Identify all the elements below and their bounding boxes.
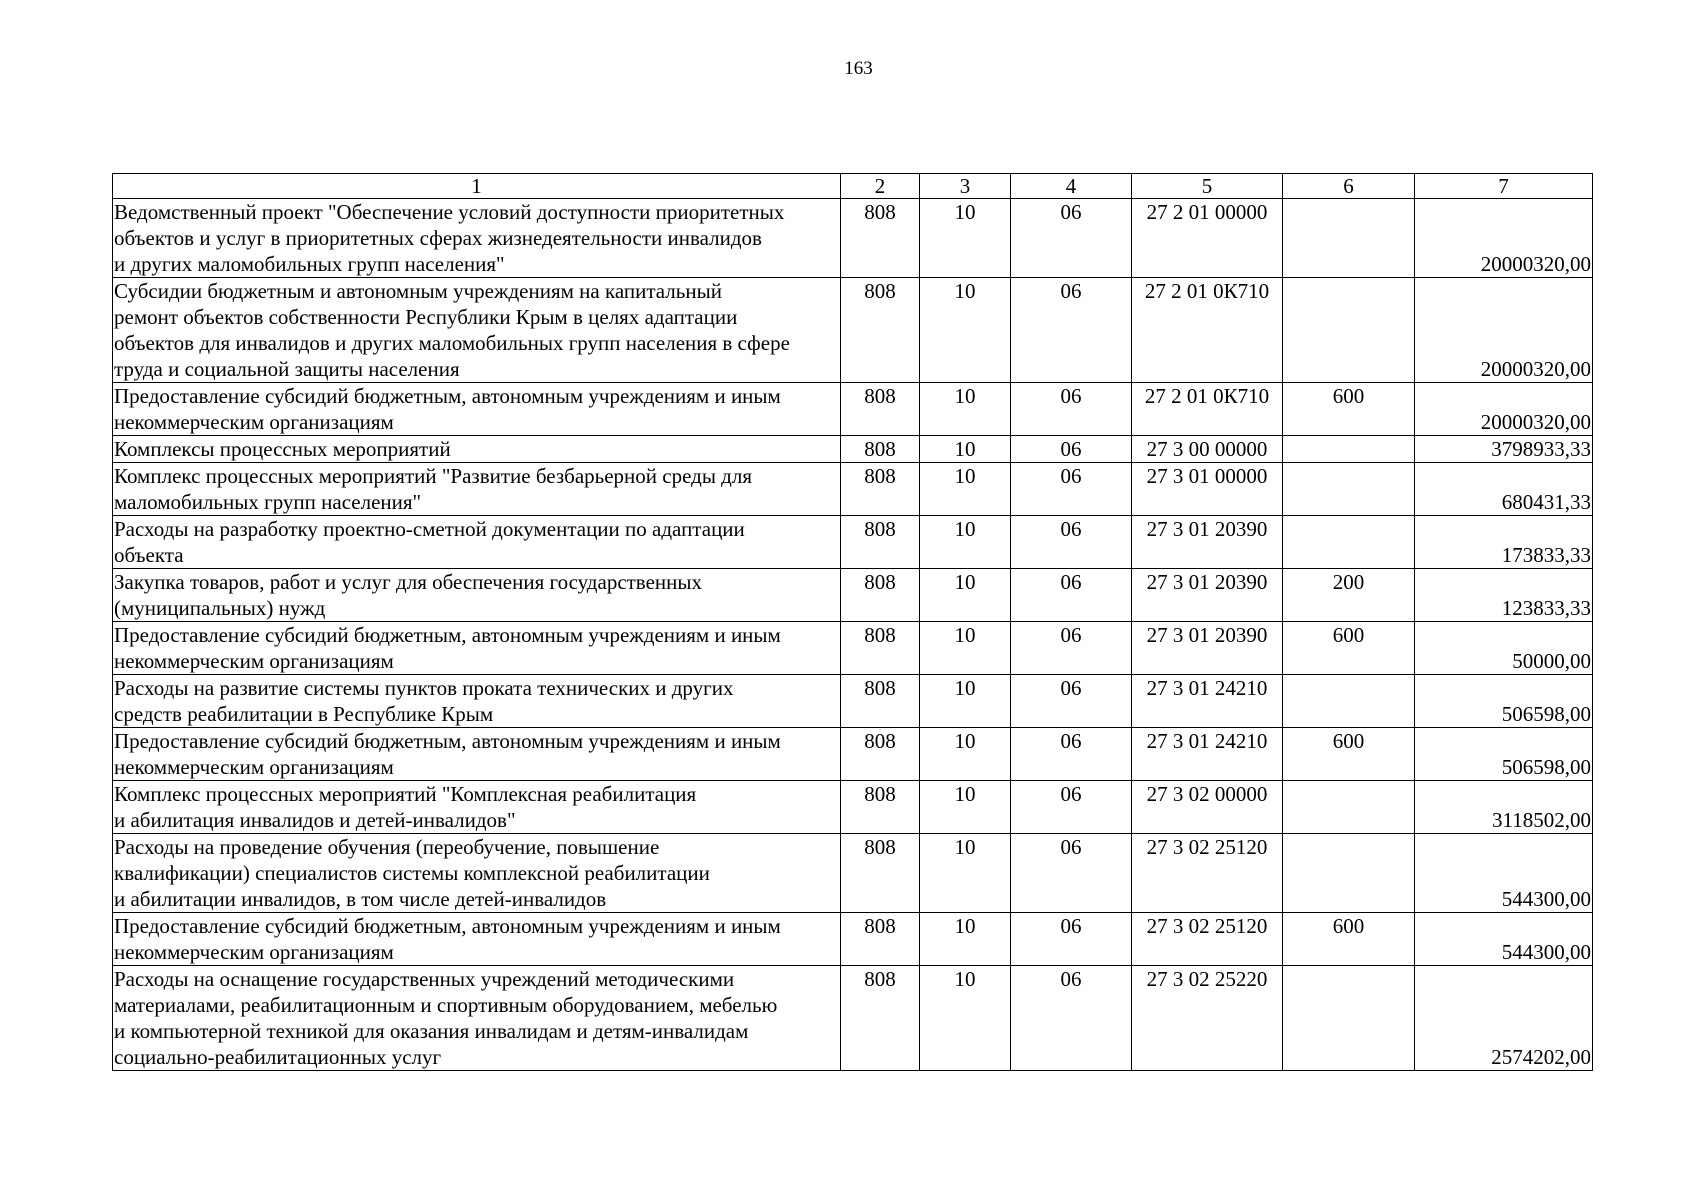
row-target-article-cell: 27 3 01 20390 [1132,516,1283,569]
header-cell-5: 5 [1132,174,1283,199]
row-amount-cell: 123833,33 [1415,569,1593,622]
row-ministry-code-cell: 808 [841,781,920,834]
table-row [113,913,1593,966]
row-target-article-cell: 27 3 02 25120 [1132,834,1283,913]
row-ministry-code-cell: 808 [841,383,920,436]
table-row [113,675,1593,728]
header-cell-2: 2 [841,174,920,199]
row-target-article-cell: 27 3 01 24210 [1132,728,1283,781]
row-section-cell: 10 [920,463,1011,516]
row-ministry-code-cell: 808 [841,834,920,913]
row-description-cell: Субсидии бюджетным и автономным учреждениям на капитальный ремонт объектов собственности Республики Крым в целях адаптации объектов для инвалидов и других маломобильных групп населения в сфере труда и социальной защиты населения [113,278,841,383]
table-row [113,781,1593,834]
row-expense-type-cell [1283,516,1415,569]
row-amount-cell: 173833,33 [1415,516,1593,569]
row-description-cell: Комплексы процессных мероприятий [113,436,841,463]
row-ministry-code-cell: 808 [841,569,920,622]
row-subsection-cell: 06 [1011,436,1132,463]
row-description-cell: Комплекс процессных мероприятий "Комплексная реабилитация и абилитация инвалидов и детей-инвалидов" [113,781,841,834]
table-row [113,463,1593,516]
row-expense-type-cell: 600 [1283,728,1415,781]
row-expense-type-cell: 600 [1283,383,1415,436]
row-ministry-code-cell: 808 [841,199,920,278]
row-section-cell: 10 [920,383,1011,436]
row-subsection-cell: 06 [1011,728,1132,781]
row-section-cell: 10 [920,622,1011,675]
row-section-cell: 10 [920,728,1011,781]
table-row [113,436,1593,463]
row-amount-cell: 544300,00 [1415,913,1593,966]
row-subsection-cell: 06 [1011,463,1132,516]
row-subsection-cell: 06 [1011,278,1132,383]
row-description-cell: Комплекс процессных мероприятий "Развитие безбарьерной среды для маломобильных групп населения" [113,463,841,516]
row-ministry-code-cell: 808 [841,516,920,569]
row-expense-type-cell [1283,781,1415,834]
row-target-article-cell: 27 3 01 20390 [1132,569,1283,622]
row-subsection-cell: 06 [1011,966,1132,1071]
row-section-cell: 10 [920,516,1011,569]
row-subsection-cell: 06 [1011,913,1132,966]
table-body [113,174,1593,1071]
row-target-article-cell: 27 3 01 00000 [1132,463,1283,516]
row-subsection-cell: 06 [1011,622,1132,675]
table-row [113,383,1593,436]
row-section-cell: 10 [920,569,1011,622]
table-row [113,278,1593,383]
row-expense-type-cell [1283,463,1415,516]
row-amount-cell: 3118502,00 [1415,781,1593,834]
row-description-cell: Предоставление субсидий бюджетным, автономным учреждениям и иным некоммерческим организациям [113,913,841,966]
row-ministry-code-cell: 808 [841,463,920,516]
row-target-article-cell: 27 3 02 00000 [1132,781,1283,834]
row-description-cell: Расходы на оснащение государственных учреждений методическими материалами, реабилитационным и спортивным оборудованием, мебелью и компьютерной техникой для оказания инвалидам и детям-инвалидам социально-реабилитационных услуг [113,966,841,1071]
row-subsection-cell: 06 [1011,834,1132,913]
row-section-cell: 10 [920,199,1011,278]
table-row [113,834,1593,913]
row-description-cell: Расходы на проведение обучения (переобучение, повышение квалификации) специалистов системы комплексной реабилитации и абилитации инвалидов, в том числе детей-инвалидов [113,834,841,913]
row-target-article-cell: 27 2 01 00000 [1132,199,1283,278]
row-amount-cell: 3798933,33 [1415,436,1593,463]
row-section-cell: 10 [920,278,1011,383]
row-expense-type-cell [1283,278,1415,383]
row-amount-cell: 2574202,00 [1415,966,1593,1071]
row-section-cell: 10 [920,834,1011,913]
row-expense-type-cell: 600 [1283,622,1415,675]
row-subsection-cell: 06 [1011,569,1132,622]
row-expense-type-cell: 600 [1283,913,1415,966]
row-target-article-cell: 27 2 01 0К710 [1132,383,1283,436]
row-amount-cell: 680431,33 [1415,463,1593,516]
row-description-cell: Закупка товаров, работ и услуг для обеспечения государственных (муниципальных) нужд [113,569,841,622]
row-expense-type-cell [1283,966,1415,1071]
table-row [113,516,1593,569]
row-ministry-code-cell: 808 [841,966,920,1071]
row-section-cell: 10 [920,781,1011,834]
row-description-cell: Расходы на разработку проектно-сметной документации по адаптации объекта [113,516,841,569]
page-number: 163 [844,58,873,79]
row-section-cell: 10 [920,913,1011,966]
row-subsection-cell: 06 [1011,781,1132,834]
table-row [113,622,1593,675]
budget-table [112,173,1593,1071]
row-target-article-cell: 27 3 02 25220 [1132,966,1283,1071]
row-description-cell: Предоставление субсидий бюджетным, автономным учреждениям и иным некоммерческим организациям [113,728,841,781]
row-section-cell: 10 [920,966,1011,1071]
row-ministry-code-cell: 808 [841,675,920,728]
table-row [113,199,1593,278]
row-expense-type-cell [1283,436,1415,463]
row-target-article-cell: 27 3 01 24210 [1132,675,1283,728]
row-ministry-code-cell: 808 [841,278,920,383]
header-cell-6: 6 [1283,174,1415,199]
row-section-cell: 10 [920,436,1011,463]
row-expense-type-cell: 200 [1283,569,1415,622]
row-expense-type-cell [1283,834,1415,913]
row-description-cell: Ведомственный проект "Обеспечение условий доступности приоритетных объектов и услуг в приоритетных сферах жизнедеятельности инвалидов и других маломобильных групп населения" [113,199,841,278]
row-target-article-cell: 27 3 02 25120 [1132,913,1283,966]
row-description-cell: Предоставление субсидий бюджетным, автономным учреждениям и иным некоммерческим организациям [113,383,841,436]
row-description-cell: Расходы на развитие системы пунктов проката технических и других средств реабилитации в Республике Крым [113,675,841,728]
header-cell-4: 4 [1011,174,1132,199]
row-amount-cell: 20000320,00 [1415,278,1593,383]
table-row [113,569,1593,622]
row-amount-cell: 50000,00 [1415,622,1593,675]
row-ministry-code-cell: 808 [841,622,920,675]
row-subsection-cell: 06 [1011,675,1132,728]
row-amount-cell: 506598,00 [1415,728,1593,781]
row-target-article-cell: 27 2 01 0К710 [1132,278,1283,383]
header-cell-3: 3 [920,174,1011,199]
row-ministry-code-cell: 808 [841,728,920,781]
row-expense-type-cell [1283,199,1415,278]
row-subsection-cell: 06 [1011,199,1132,278]
row-amount-cell: 544300,00 [1415,834,1593,913]
header-cell-1: 1 [113,174,841,199]
table-row [113,966,1593,1071]
row-amount-cell: 506598,00 [1415,675,1593,728]
row-expense-type-cell [1283,675,1415,728]
row-target-article-cell: 27 3 01 20390 [1132,622,1283,675]
row-description-cell: Предоставление субсидий бюджетным, автономным учреждениям и иным некоммерческим организациям [113,622,841,675]
table-header-row [113,174,1593,199]
table-row [113,728,1593,781]
row-target-article-cell: 27 3 00 00000 [1132,436,1283,463]
row-ministry-code-cell: 808 [841,913,920,966]
row-amount-cell: 20000320,00 [1415,199,1593,278]
row-subsection-cell: 06 [1011,383,1132,436]
header-cell-7: 7 [1415,174,1593,199]
row-amount-cell: 20000320,00 [1415,383,1593,436]
row-ministry-code-cell: 808 [841,436,920,463]
row-section-cell: 10 [920,675,1011,728]
row-subsection-cell: 06 [1011,516,1132,569]
